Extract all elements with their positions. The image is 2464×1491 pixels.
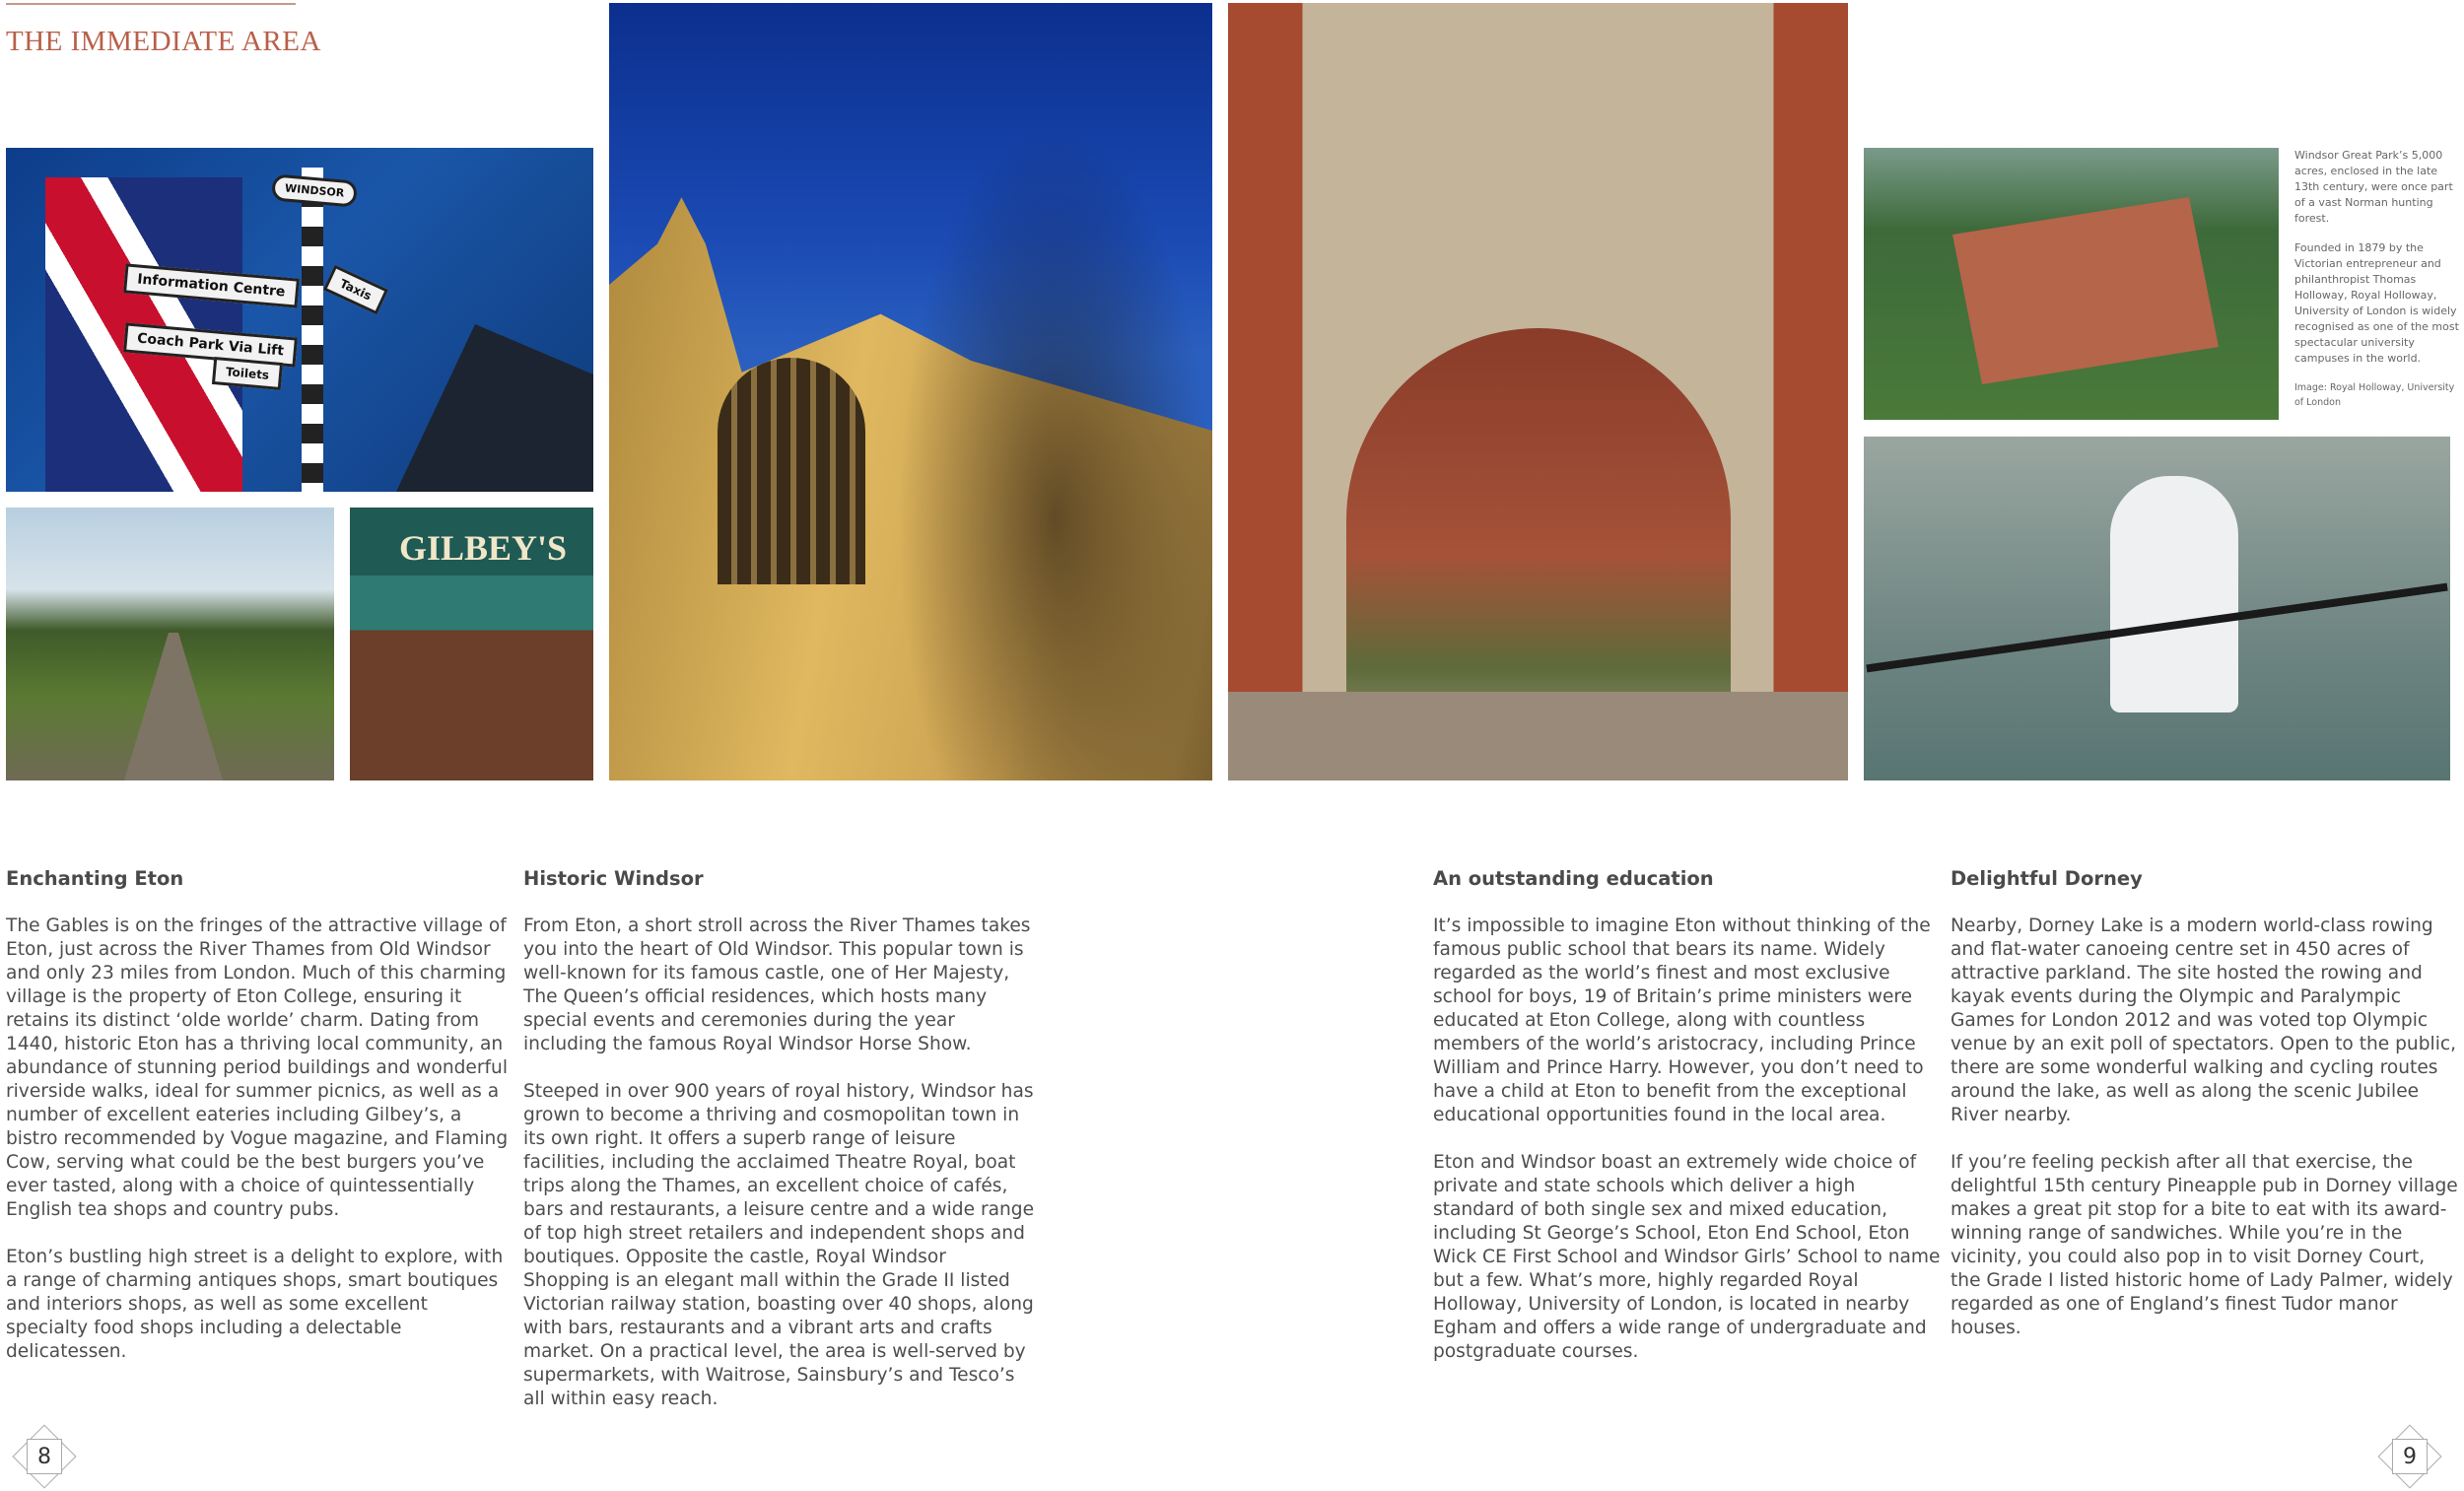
gilbeys-shop-sign: GILBEY'S [399, 528, 568, 568]
sign-windsor: WINDSOR [271, 173, 358, 207]
section-paragraph: The Gables is on the fringes of the attractive village of Eton, just across the River Thames from Old Windsor and only 23 miles from London. Much of this charming village is the property of Eton College, ensuring it retains its distinct ‘olde worlde’ charm. Dating from 1440, historic Eton has a thriving local community, an abundance of stunning period buildings and wonderful riverside walks, ideal for summer picnics, as well as a number of excellent eateries including Gilbey’s, a bistro recommended by Vogue magazine, and Flaming Cow, serving what could be the best burgers you’ve ever tasted, along with a choice of quintessentially English tea shops and country pubs. [6, 915, 509, 1220]
section-heading: An outstanding education [1433, 867, 1714, 890]
page-number-right [2375, 1422, 2444, 1491]
royal-holloway-building [1923, 197, 2219, 384]
section-delightful-dorney [1951, 867, 2458, 1364]
photo-rower [1864, 437, 2450, 780]
section-paragraph: If you’re feeling peckish after all that exercise, the delightful 15th century Pineapple pub in Dorney village makes a great pit stop for a bite to eat with its award-winning range of sandwiches. While you’re in the vicinity, you could also pop in to visit Dorney Court, the Grade I listed historic home of Lady Palmer, widely regarded as one of England’s finest Tudor manor houses. [1951, 1152, 2458, 1338]
page-number-box: 8 [27, 1439, 62, 1474]
section-outstanding-education [1433, 867, 1941, 1388]
image-credit: Image: Royal Holloway, University of London [2294, 382, 2455, 408]
courtyard-ground [1228, 692, 1848, 780]
photo-long-walk [6, 508, 334, 780]
avenue-road [124, 633, 223, 780]
section-paragraph: Eton and Windsor boast an extremely wide choice of private and state schools which deliver a high standard of both single sex and mixed education, including St George’s School, Eton End School, Eton Wick CE First School and Windsor Girls’ School to name but a few. What’s more, highly regarded Royal Holloway, University of London, is located in nearby Egham and offers a wide range of undergraduate and postgraduate courses. [1433, 1152, 1941, 1362]
page-number-box: 9 [2392, 1439, 2428, 1474]
sign-information-centre: Information Centre [123, 263, 300, 307]
rower-figure [2110, 476, 2238, 712]
sign-coach-park: Coach Park Via Lift [123, 322, 298, 367]
caption-windsor-park: Windsor Great Park’s 5,000 acres, enclosed in the late 13th century, were once part of a vast Norman hunting forest. [2294, 149, 2453, 225]
photo-eton-college-arch [1228, 3, 1848, 780]
photo-eton-chapel [609, 3, 1212, 780]
caption-royal-holloway: Founded in 1879 by the Victorian entrepreneur and philanthropist Thomas Holloway, Royal Holloway, University of London is widely recognised as one of the most spectacular university campuses in the world. [2294, 241, 2459, 365]
photo-caption [2294, 148, 2462, 424]
page-title: THE IMMEDIATE AREA [6, 26, 321, 57]
sign-taxis: Taxis [323, 265, 388, 315]
section-heading: Enchanting Eton [6, 867, 184, 890]
section-paragraph: It’s impossible to imagine Eton without thinking of the famous public school that bears its name. Widely regarded as the world’s finest and most exclusive school for boys, 19 of Britain’s prime ministers were educated at Eton College, along with countless members of the world’s aristocracy, including Prince William and Prince Harry. However, you don’t need to have a child at Eton to benefit from the exceptional educational opportunities found in the local area. [1433, 915, 1931, 1125]
section-enchanting-eton [6, 867, 513, 1388]
section-paragraph: Steeped in over 900 years of royal history, Windsor has grown to become a thriving and cosmopolitan town in its own right. It offers a superb range of leisure facilities, including the acclaimed Theatre Royal, boat trips along the Thames, an excellent choice of cafés, bars and restaurants, a leisure centre and a wide range of top high street retailers and independent shops and boutiques. Opposite the castle, Royal Windsor Shopping is an elegant mall within the Grade II listed Victorian railway station, boasting over 40 shops, along with bars, restaurants and a vibrant arts and crafts market. On a practical level, the area is well-served by supermarkets, with Waitrose, Sainsbury’s and Tesco’s all within easy reach. [523, 1081, 1035, 1409]
sign-toilets: Toilets [212, 357, 283, 390]
signpost-pole [302, 168, 323, 492]
photo-windsor-signpost [6, 148, 593, 492]
bare-tree [897, 121, 1212, 780]
section-historic-windsor [523, 867, 1036, 1435]
section-paragraph: From Eton, a short stroll across the River Thames takes you into the heart of Old Windsor. This popular town is well-known for its famous castle, one of Her Majesty, The Queen’s official residences, which hosts many special events and ceremonies during the year including the famous Royal Windsor Horse Show. [523, 915, 1031, 1054]
section-heading: Delightful Dorney [1951, 867, 2143, 890]
section-paragraph: Eton’s bustling high street is a delight to explore, with a range of charming antiques shops, smart boutiques and interiors shops, as well as some excellent specialty food shops including a delectable delicatessen. [6, 1247, 504, 1362]
building-silhouette [396, 324, 593, 492]
page-number-left [10, 1422, 79, 1491]
photo-gilbeys [350, 508, 593, 780]
section-paragraph: Nearby, Dorney Lake is a modern world-class rowing and flat-water canoeing centre set in 450 acres of attractive parkland. The site hosted the rowing and kayak events during the Olympic and Paralympic Games for London 2012 and was voted top Olympic venue by an exit poll of spectators. Open to the public, there are some wonderful walking and cycling routes around the lake, as well as along the scenic Jubilee River nearby. [1951, 915, 2456, 1125]
chapel-window [718, 358, 865, 584]
title-rule [6, 3, 296, 5]
photo-royal-holloway [1864, 148, 2279, 420]
section-heading: Historic Windsor [523, 867, 704, 890]
